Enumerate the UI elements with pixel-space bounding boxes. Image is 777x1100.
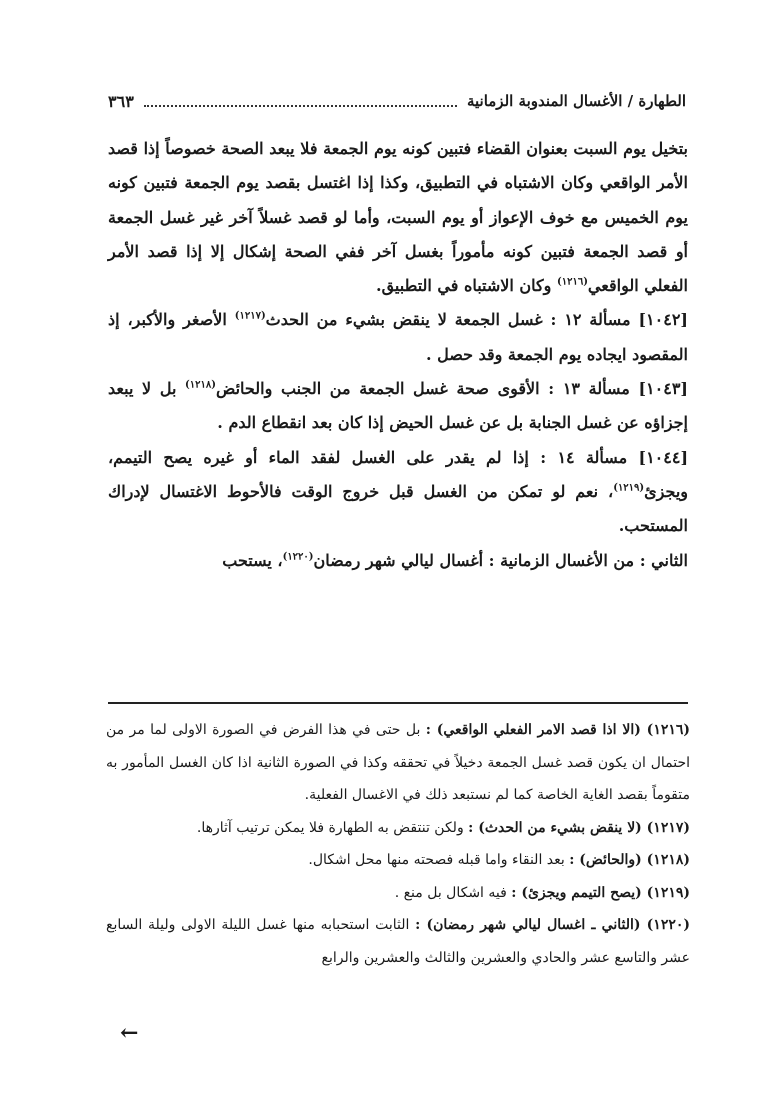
issue-14: [١٠٤٤] مسألة ١٤ : إذا لم يقدر على الغسل لفقد الماء أو غيره يصح التيمم، ويجزئ$^{(١٢١٩)}$، نعم لو تمكن من الغسل قبل خروج الوقت فالأحوط الاغتسال لإدراك المستحب.: [108, 447, 689, 536]
footnote-ref-1220[interactable]: (١٢٢٠): [282, 551, 314, 563]
main-text: [108, 132, 688, 578]
footnote-ref-1218[interactable]: (١٢١٨): [185, 379, 216, 391]
page-number: ٣٦٣: [108, 91, 134, 111]
running-header: [108, 86, 686, 116]
footnote-1217: (١٢١٧) (لا ينقض بشيء من الحدث) : ولكن تنتقض به الطهارة فلا يمكن ترتيب آثارها.: [196, 819, 690, 836]
issue-13-label: [١٠٤٣] مسألة ١٣ :: [548, 379, 688, 399]
continuation-arrow-icon: ←: [120, 1020, 139, 1046]
issue-12-label: [١٠٤٢] مسألة ١٢ :: [550, 310, 688, 330]
footnote-1216: (١٢١٦) (الا اذا قصد الامر الفعلي الواقعي) : بل حتى في هذا الفرض في الصورة الاولى لما مر من احتمال ان يكون قصد غسل الجمعة دخيلاً في تحققه وكذا في الصورة الثانية اذا كان الغسل المأمور به متقوماً بقصد الغاية الخاصة كما لم نستبعد ذلك في الاغسال الفعلية.: [106, 722, 691, 803]
footnotes: [106, 714, 690, 974]
paragraph-continuation: بتخيل يوم السبت بعنوان القضاء فتبين كونه يوم الجمعة فلا يبعد الصحة خصوصاً إذا قصد الأمر الواقعي وكان الاشتباه في التطبيق، وكذا إذا اغتسل بقصد يوم الجمعة فتبين كونه يوم الخميس مع خوف الإعواز أو يوم السبت، وأما لو قصد غسلاً آخر غير غسل الجمعة أو قصد الجمعة فتبين كونه مأموراً بغسل آخر ففي الصحة إشكال إلا إذا قصد الأمر الفعلي الواقعي$^{(١٢١٦)}$ وكان الاشتباه في التطبيق.: [108, 139, 688, 296]
footnote-1218: (١٢١٨) (والحائض) : بعد النقاء واما قبله فصحته منها محل اشكال.: [308, 852, 690, 868]
header-title: الطهارة / الأغسال المندوبة الزمانية: [466, 92, 686, 110]
footnote-1219: (١٢١٩) (يصح التيمم ويجزئ) : فيه اشكال بل منع .: [394, 884, 690, 901]
footnote-ref-1217[interactable]: (١٢١٧): [234, 311, 266, 323]
issue-14-label: [١٠٤٤] مسألة ١٤ :: [540, 447, 689, 467]
footnote-ref-1219[interactable]: (١٢١٩): [613, 482, 645, 494]
header-leader-dots: [144, 95, 457, 107]
second-label: الثاني :: [639, 550, 688, 570]
second-section: الثاني : من الأغسال الزمانية : أغسال ليالي شهر رمضان$^{(١٢٢٠)}$، يستحب: [222, 550, 688, 570]
footnote-ref-1216[interactable]: (١٢١٦): [556, 276, 588, 288]
footnote-separator: [108, 702, 688, 704]
footnote-1220: (١٢٢٠) (الثاني ـ اغسال ليالي شهر رمضان) : الثابت استحبابه منها غسل الليلة الاولى وليلة السابع عشر والتاسع عشر والحادي والعشرين والثالث والعشرين والرابع: [106, 917, 690, 966]
issue-12: [١٠٤٢] مسألة ١٢ : غسل الجمعة لا ينقض بشيء من الحدث$^{(١٢١٧)}$ الأصغر والأكبر، إذ المقصود ايجاده يوم الجمعة وقد حصل .: [108, 310, 688, 364]
issue-13: [١٠٤٣] مسألة ١٣ : الأقوى صحة غسل الجمعة من الجنب والحائض$^{(١٢١٨)}$ بل لا يبعد إجزاؤه عن غسل الجنابة بل عن غسل الحيض إذا كان بعد انقطاع الدم .: [108, 379, 688, 433]
